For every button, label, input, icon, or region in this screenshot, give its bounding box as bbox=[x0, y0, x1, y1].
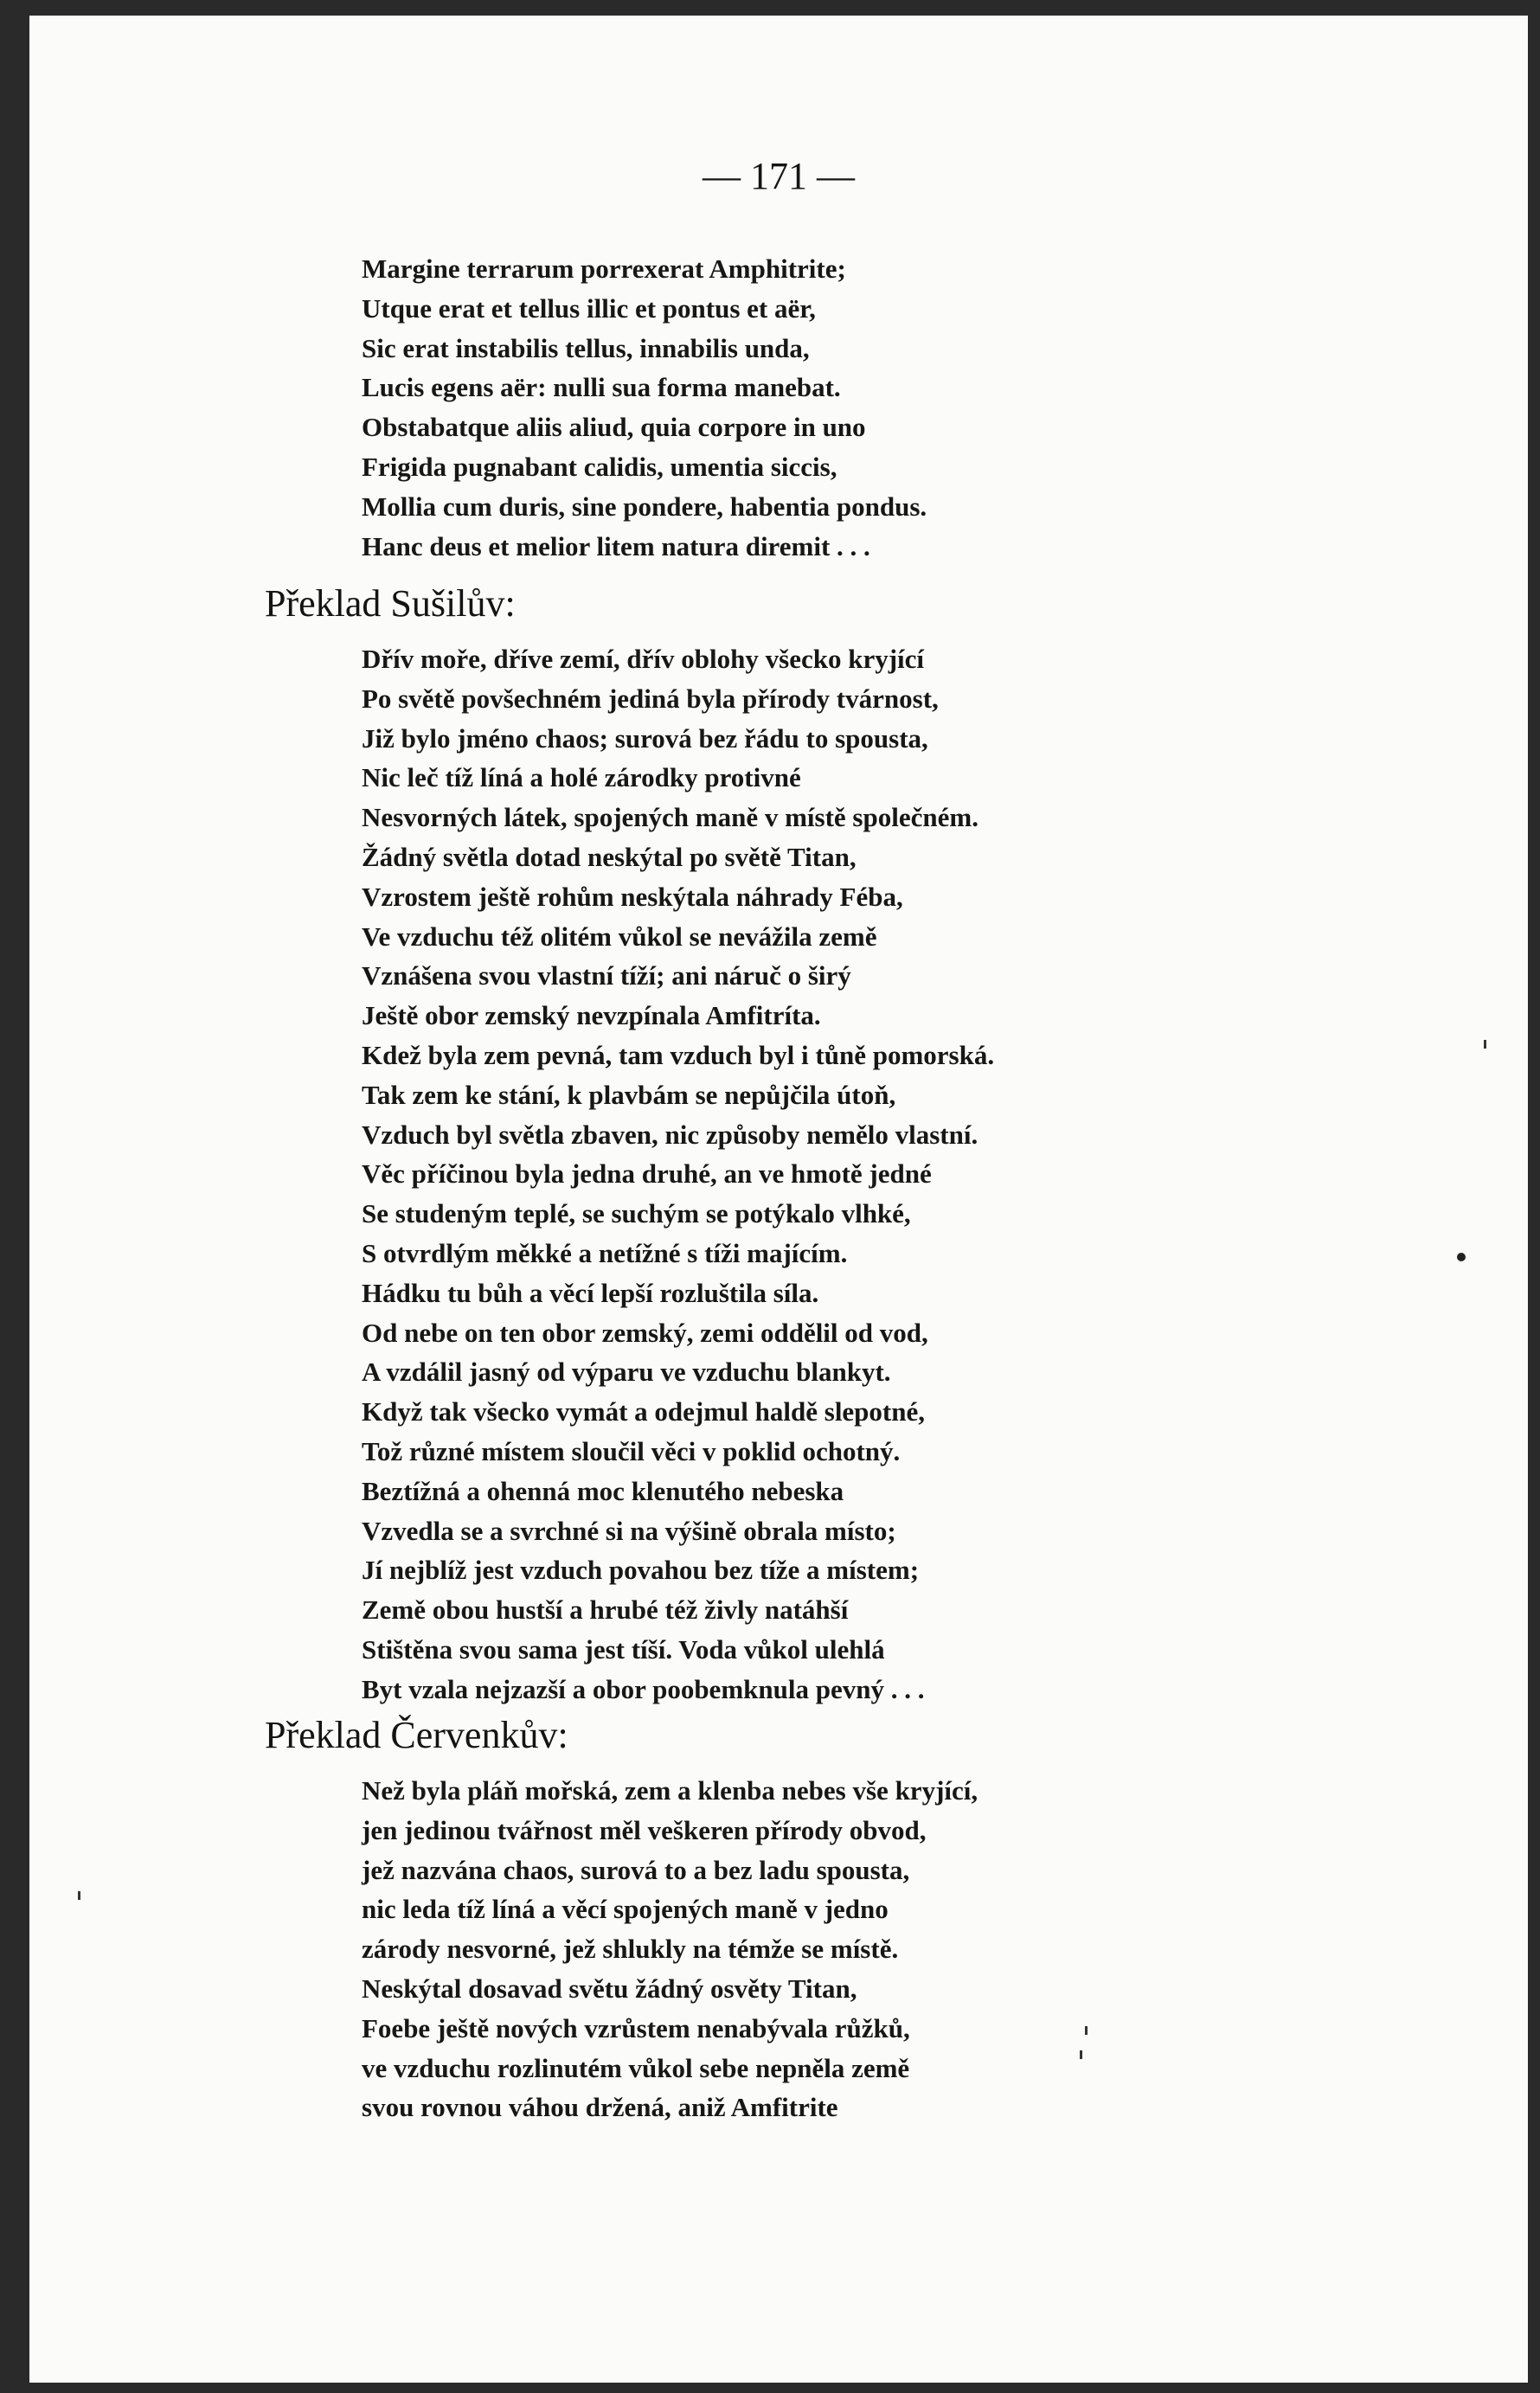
latin-line: Margine terrarum porrexerat Amphitrite; bbox=[362, 253, 846, 284]
susil-line: Tak zem ke stání, k plavbám se nepůjčila útoň, bbox=[362, 1079, 896, 1110]
susil-line: Již bylo jméno chaos; surová bez řádu to spousta, bbox=[362, 722, 928, 754]
latin-line: Lucis egens aër: nulli sua forma manebat. bbox=[362, 372, 841, 403]
susil-line: Věc příčinou byla jedna druhé, an ve hmotě jedné bbox=[362, 1158, 932, 1190]
latin-line: Mollia cum duris, sine pondere, habentia pondus. bbox=[362, 491, 927, 522]
cervenka-line: Foebe ještě nových vzrůstem nenabývala růžků, bbox=[362, 2012, 910, 2043]
cervenka-line: jež nazvána chaos, surová to a bez ladu spousta, bbox=[362, 1854, 910, 1885]
cervenka-line: ve vzduchu rozlinutém vůkol sebe nepněla země bbox=[362, 2052, 910, 2083]
susil-line: Beztížná a ohenná moc klenutého nebeska bbox=[362, 1475, 844, 1506]
susil-line: Vzrostem ještě rohům neskýtala náhrady Féba, bbox=[362, 881, 903, 912]
latin-line: Sic erat instabilis tellus, innabilis unda, bbox=[362, 332, 810, 363]
cervenka-line: Než byla pláň mořská, zem a klenba nebes vše kryjící, bbox=[362, 1775, 979, 1806]
susil-line: A vzdálil jasný od výparu ve vzduchu blankyt. bbox=[362, 1357, 891, 1388]
cervenka-line: svou rovnou váhou držená, aniž Amfitrite bbox=[362, 2092, 838, 2123]
susil-line: Vzduch byl světla zbaven, nic způsoby nemělo vlastní. bbox=[362, 1119, 979, 1150]
cervenka-line: Neskýtal dosavad světu žádný osvěty Titan, bbox=[362, 1973, 857, 2004]
cervenka-line: zárody nesvorné, jež shlukly na témže se místě. bbox=[362, 1934, 899, 1965]
latin-line: Hanc deus et melior litem natura diremit . . . bbox=[362, 530, 870, 561]
latin-verse bbox=[362, 249, 1268, 566]
scan-mark bbox=[1085, 2026, 1088, 2035]
susil-line: Žádný světla dotad neskýtal po světě Titan, bbox=[362, 841, 857, 872]
scan-mark bbox=[1080, 2050, 1082, 2059]
cervenka-line: jen jedinou tvářnost měl veškeren přírody obvod, bbox=[362, 1814, 927, 1845]
susil-line: Po světě povšechném jediná byla přírody tvárnost, bbox=[362, 683, 939, 714]
cervenka-line: nic leda tíž líná a věcí spojených maně v jedno bbox=[362, 1894, 889, 1925]
latin-line: Frigida pugnabant calidis, umentia siccis, bbox=[362, 451, 837, 482]
susil-line: S otvrdlým měkké a netížné s tíži majícím. bbox=[362, 1237, 848, 1268]
susil-translation bbox=[362, 639, 1268, 1710]
susil-line: Dřív moře, dříve zemí, dřív oblohy všecko kryjící bbox=[362, 644, 925, 674]
susil-line: Vzvedla se a svrchné si na výšině obrala místo; bbox=[362, 1515, 896, 1546]
latin-line: Utque erat et tellus illic et pontus et aër, bbox=[362, 292, 816, 324]
scanned-page bbox=[29, 16, 1528, 2383]
susil-line: Vznášena svou vlastní tíží; ani náruč o širý bbox=[362, 960, 851, 991]
susil-line: Stištěna svou sama jest tíší. Voda vůkol ulehlá bbox=[362, 1633, 885, 1665]
susil-line: Hádku tu bůh a věcí lepší rozluštila síla. bbox=[362, 1277, 819, 1308]
susil-line: Od nebe on ten obor zemský, zemi oddělil od vod, bbox=[362, 1317, 928, 1348]
susil-line: Byt vzala nejzazší a obor poobemknula pevný . . . bbox=[362, 1673, 925, 1704]
susil-line: Když tak všecko vymát a odejmul haldě slepotné, bbox=[362, 1396, 925, 1427]
scan-speck bbox=[1457, 1253, 1466, 1261]
heading-susil: Překlad Sušilův: bbox=[265, 582, 516, 625]
susil-line: Tož různé místem sloučil věci v poklid ochotný. bbox=[362, 1435, 901, 1466]
scan-mark bbox=[1484, 1040, 1486, 1049]
susil-line: Ještě obor zemský nevzpínala Amfitríta. bbox=[362, 1000, 821, 1031]
cervenka-translation bbox=[362, 1771, 1268, 2127]
scan-mark bbox=[78, 1891, 80, 1900]
page-number: — 171 — bbox=[703, 155, 855, 197]
susil-line: Se studeným teplé, se suchým se potýkalo vlhké, bbox=[362, 1198, 911, 1229]
susil-line: Kdež byla zem pevná, tam vzduch byl i tůně pomorská. bbox=[362, 1039, 995, 1070]
latin-line: Obstabatque aliis aliud, quia corpore in uno bbox=[362, 412, 866, 443]
susil-line: Ve vzduchu též olitém vůkol se nevážila země bbox=[362, 921, 877, 952]
susil-line: Jí nejblíž jest vzduch povahou bez tíže a místem; bbox=[362, 1555, 920, 1586]
susil-line: Nesvorných látek, spojených maně v místě společném. bbox=[362, 802, 979, 833]
susil-line: Země obou hustší a hrubé též živly natáhší bbox=[362, 1594, 849, 1626]
susil-line: Nic leč tíž líná a holé zárodky protivné bbox=[362, 762, 801, 793]
heading-cervenka: Překlad Červenkův: bbox=[265, 1714, 568, 1756]
